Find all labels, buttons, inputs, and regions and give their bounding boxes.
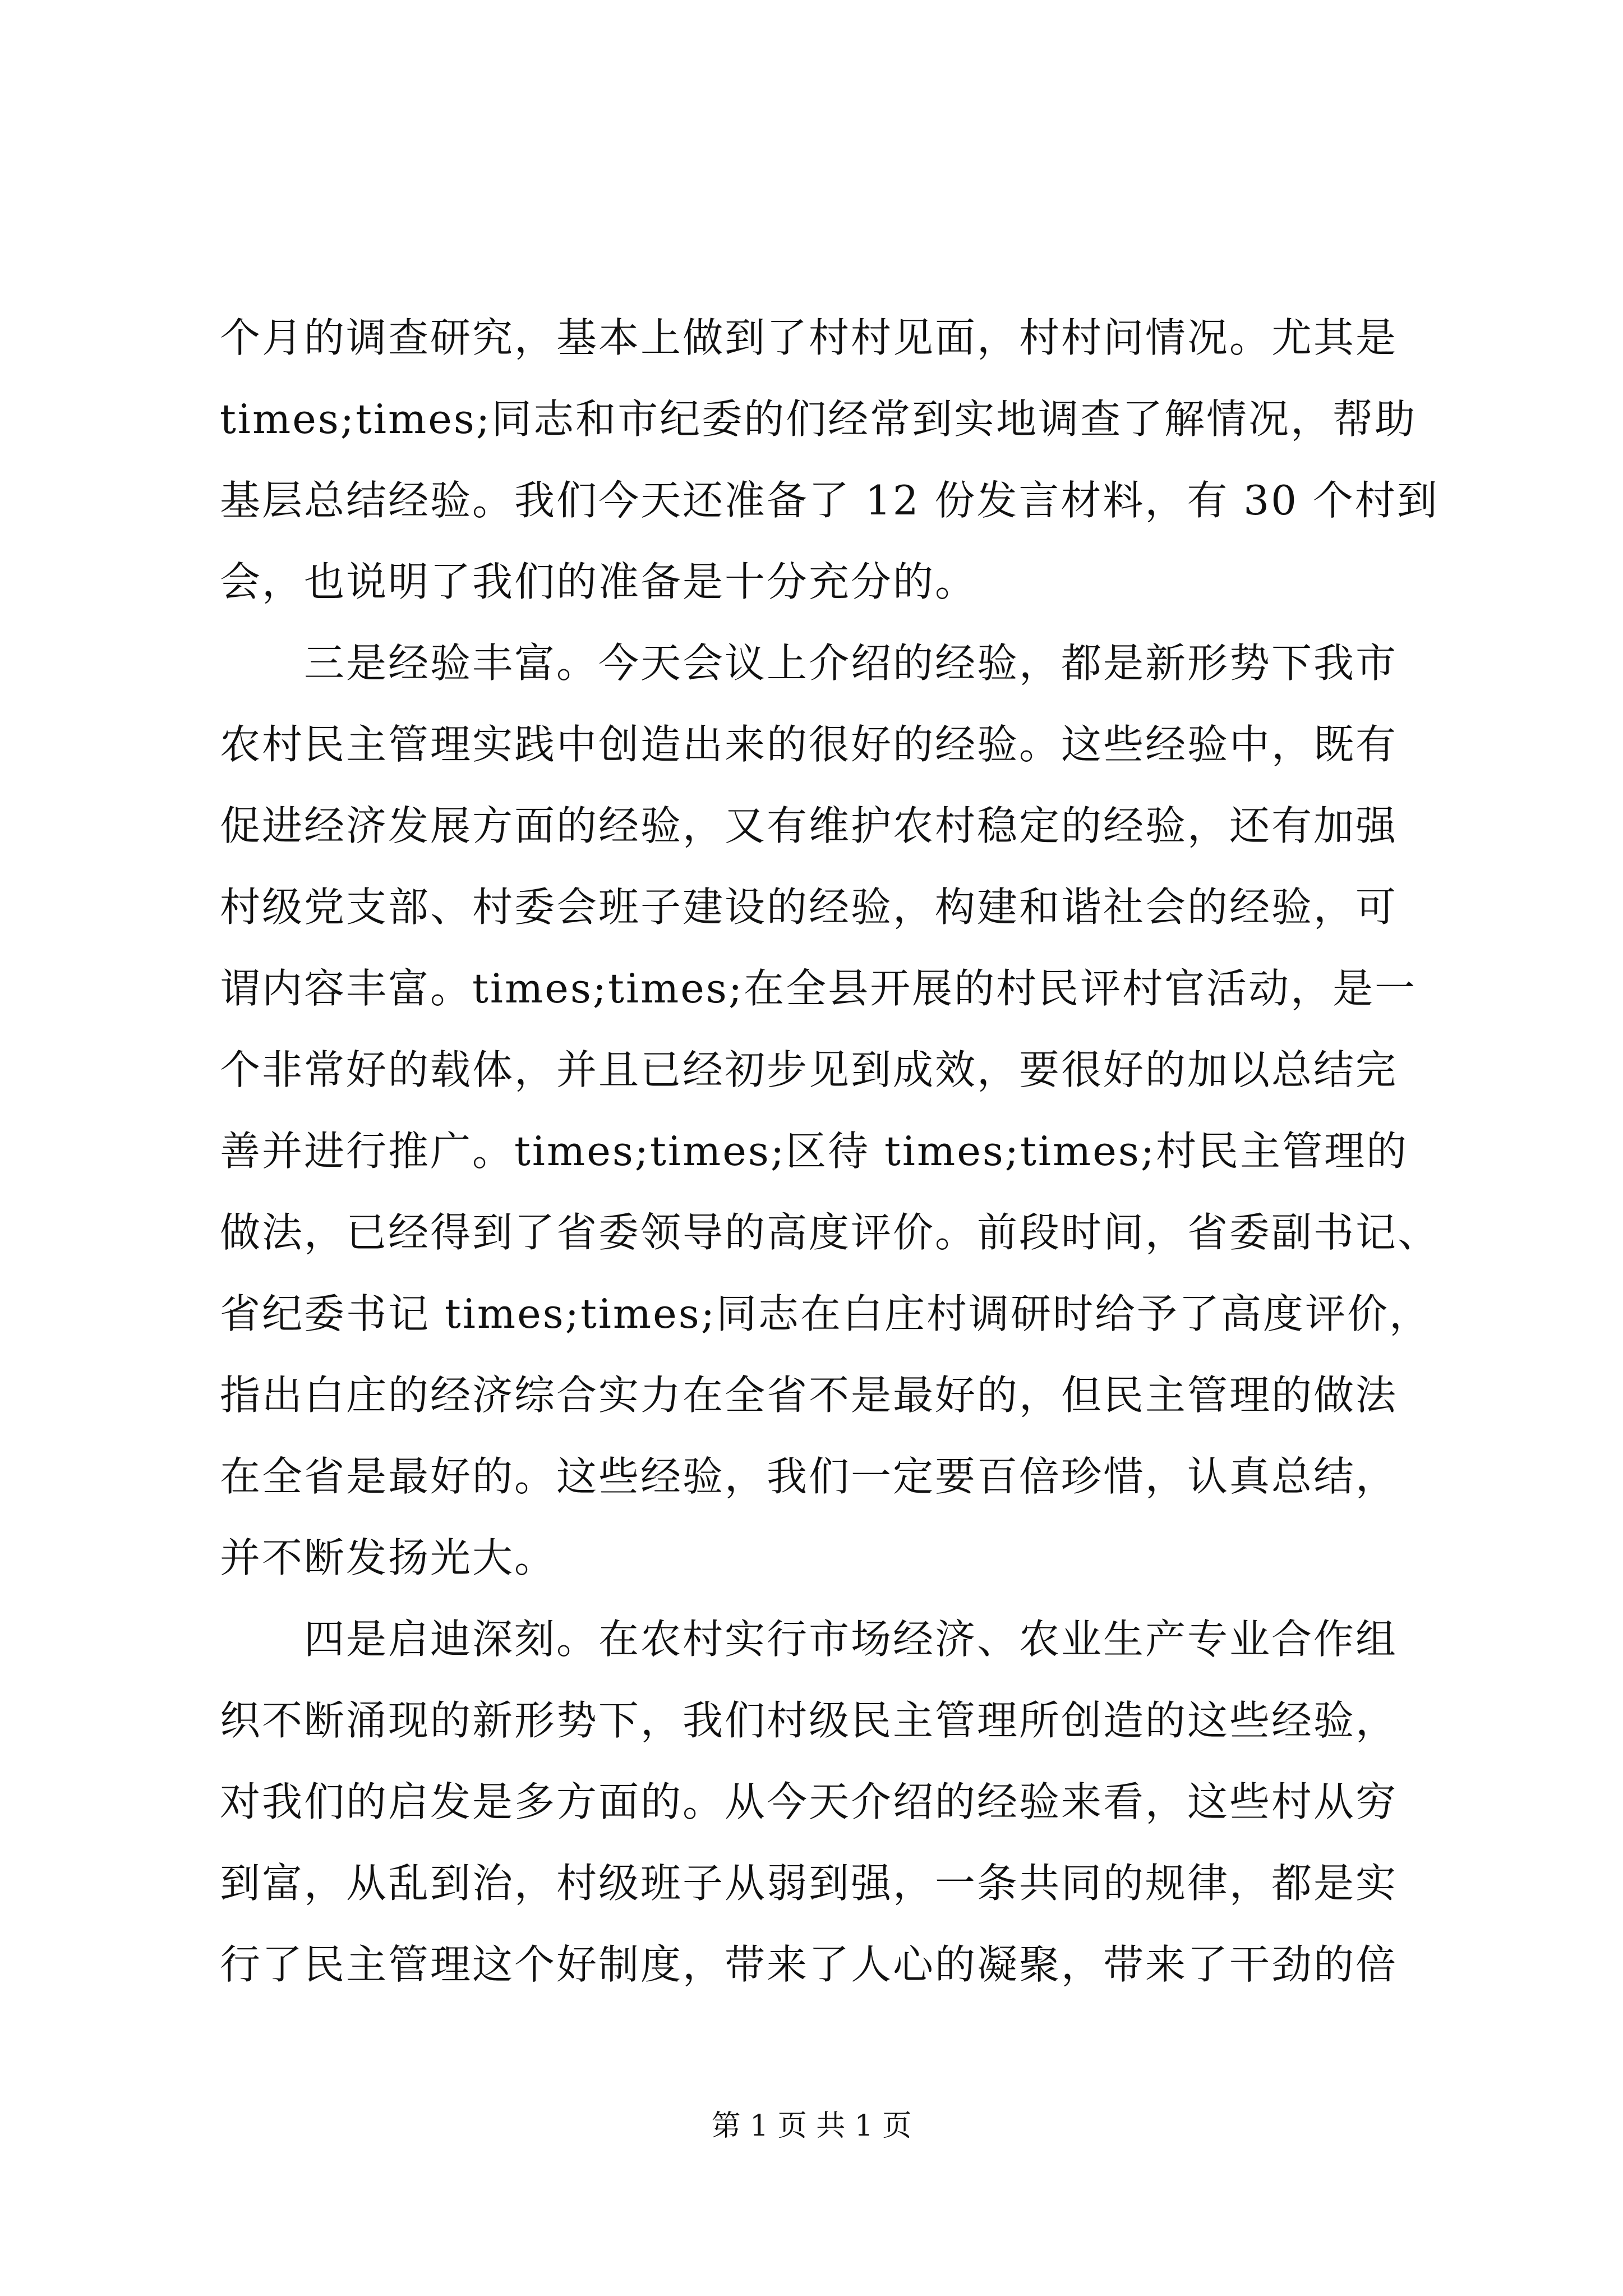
text-line: 个非常好的载体，并且已经初步见到成效，要很好的加以总结完 xyxy=(220,1046,1398,1093)
text-line: 谓内容丰富。times;times;在全县开展的村民评村官活动，是一 xyxy=(220,965,1417,1012)
text-line: times;times;同志和市纪委的们经常到实地调查了解情况，帮助 xyxy=(220,395,1417,443)
body-text xyxy=(220,297,1440,2005)
text-line: 省纪委书记 times;times;同志在白庄村调研时给予了高度评价， xyxy=(220,1290,1431,1337)
text-line: 行了民主管理这个好制度，带来了人心的凝聚，带来了干劲的倍 xyxy=(220,1941,1398,1988)
text-line: 织不断涌现的新形势下，我们村级民主管理所创造的这些经验， xyxy=(220,1697,1398,1744)
text-line: 三是经验丰富。今天会议上介绍的经验，都是新形势下我市 xyxy=(220,639,1398,687)
text-line: 会，也说明了我们的准备是十分充分的。 xyxy=(220,558,978,605)
text-line: 并不断发扬光大。 xyxy=(220,1534,557,1581)
text-line: 善并进行推广。times;times;区待 times;times;村民主管理的 xyxy=(220,1128,1409,1175)
text-line: 四是启迪深刻。在农村实行市场经济、农业生产专业合作组 xyxy=(220,1616,1398,1663)
text-line: 村级党支部、村委会班子建设的经验，构建和谐社会的经验，可 xyxy=(220,884,1398,931)
text-line: 个月的调查研究，基本上做到了村村见面，村村问情况。尤其是 xyxy=(220,314,1398,361)
text-line: 基层总结经验。我们今天还准备了 12 份发言材料，有 30 个村到 xyxy=(220,477,1439,524)
text-line: 指出白庄的经济综合实力在全省不是最好的，但民主管理的做法 xyxy=(220,1372,1398,1419)
text-line: 到富，从乱到治，村级班子从弱到强，一条共同的规律，都是实 xyxy=(220,1860,1398,1907)
text-line: 在全省是最好的。这些经验，我们一定要百倍珍惜，认真总结， xyxy=(220,1453,1398,1500)
text-line: 农村民主管理实践中创造出来的很好的经验。这些经验中，既有 xyxy=(220,721,1398,768)
text-line: 促进经济发展方面的经验，又有维护农村稳定的经验，还有加强 xyxy=(220,802,1398,849)
text-line: 做法，已经得到了省委领导的高度评价。前段时间，省委副书记、 xyxy=(220,1209,1440,1256)
text-line: 对我们的启发是多方面的。从今天介绍的经验来看，这些村从穷 xyxy=(220,1778,1398,1825)
page-footer: 第 1 页 共 1 页 xyxy=(711,2109,912,2143)
